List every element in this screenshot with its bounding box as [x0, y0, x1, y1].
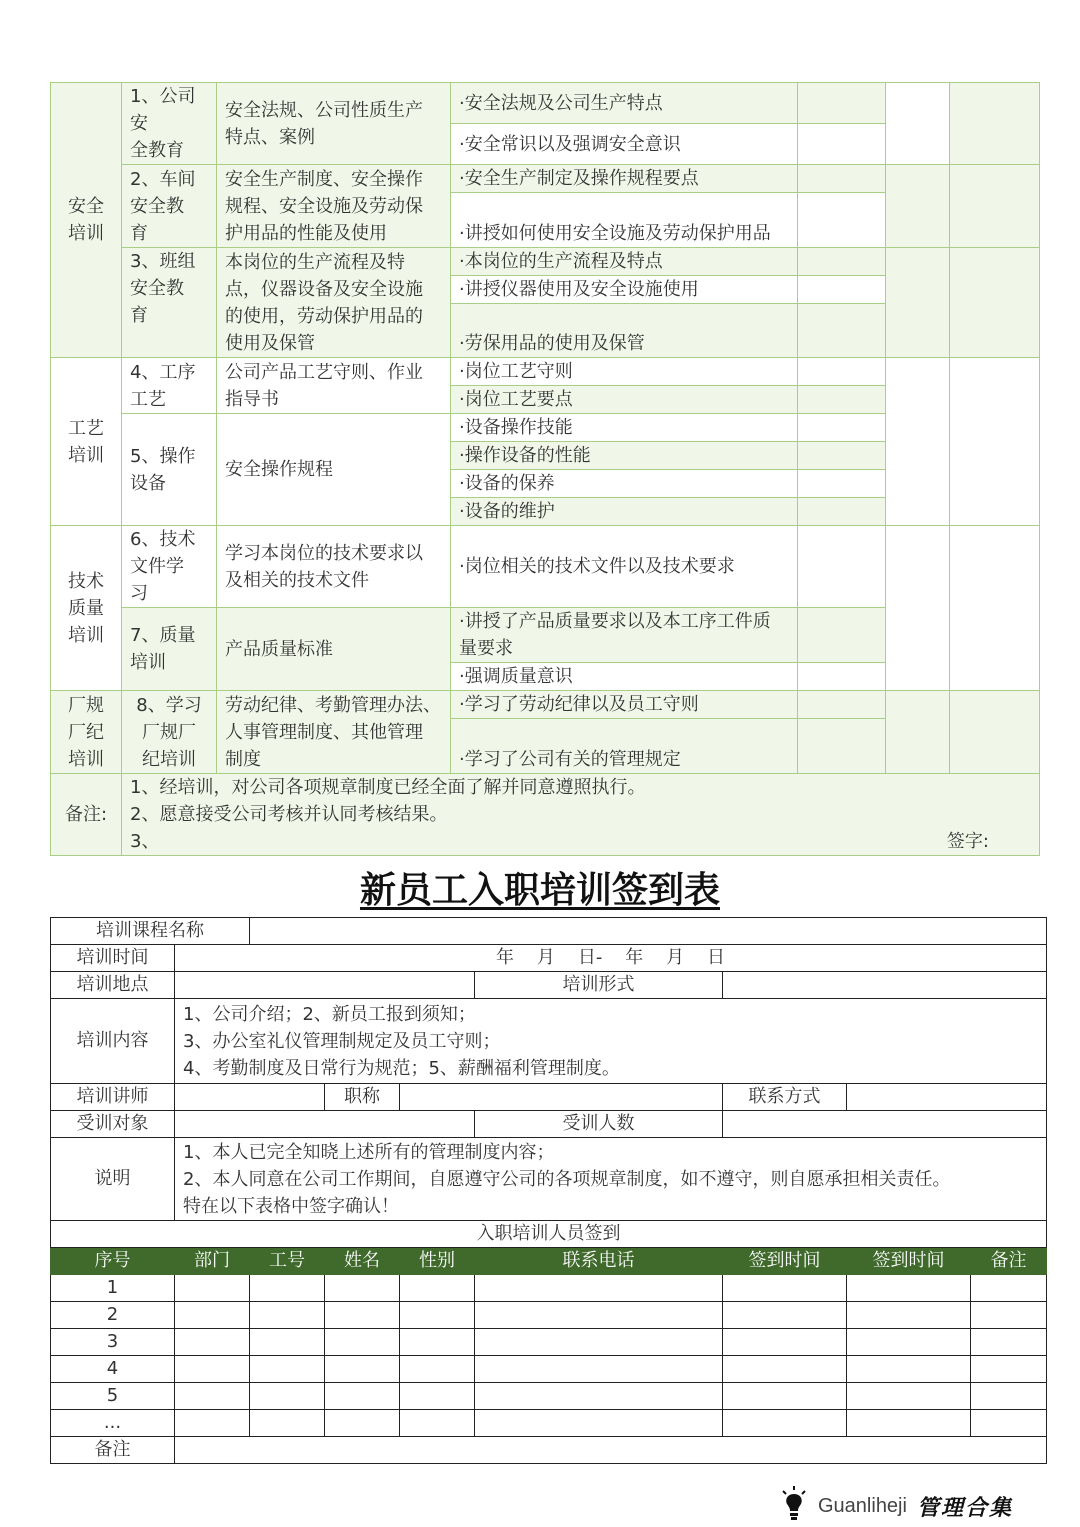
- remark-line: 2、愿意接受公司考核并认同考核结果。: [130, 804, 448, 825]
- empty-cell: [798, 498, 886, 526]
- row-number: 5: [51, 1383, 175, 1410]
- content-line: 3、办公室礼仪管理制规定及员工守则；: [183, 1030, 501, 1052]
- empty-cell: [798, 83, 886, 124]
- item-content-cell: 劳动纪律、考勤管理办法、 人事管理制度、其他管理 制度: [217, 691, 451, 774]
- category-cell: 技术 质量 培训: [51, 526, 122, 691]
- empty-cell: [798, 193, 886, 248]
- category-cell: 厂规 厂纪 培训: [51, 691, 122, 774]
- table-cell[interactable]: [475, 1356, 723, 1383]
- table-cell[interactable]: [475, 1329, 723, 1356]
- table-cell[interactable]: [250, 1356, 325, 1383]
- item-content-cell: 学习本岗位的技术要求以 及相关的技术文件: [217, 526, 451, 608]
- note-value: [175, 1138, 1047, 1221]
- table-row: [51, 1302, 1047, 1329]
- item-name-cell: 7、质量 培训: [122, 608, 217, 691]
- table-cell[interactable]: [847, 1302, 971, 1329]
- item-name-cell: 5、操作 设备: [122, 414, 217, 526]
- table-cell[interactable]: [847, 1356, 971, 1383]
- empty-cell: [798, 719, 886, 774]
- table-cell[interactable]: [971, 1410, 1047, 1437]
- table-cell[interactable]: [325, 1329, 400, 1356]
- empty-cell: [798, 414, 886, 442]
- count-label: 受训人数: [475, 1111, 723, 1138]
- table-cell[interactable]: [475, 1410, 723, 1437]
- table-cell[interactable]: [175, 1356, 250, 1383]
- empty-cell: [886, 358, 950, 526]
- point-cell: ·本岗位的生产流程及特点: [451, 248, 798, 276]
- empty-cell: [886, 526, 950, 691]
- table-cell[interactable]: [847, 1275, 971, 1302]
- empty-cell: [798, 124, 886, 165]
- point-cell: ·设备的维护: [451, 498, 798, 526]
- place-value-field[interactable]: [175, 972, 475, 999]
- remarks-label: 备注:: [51, 774, 122, 856]
- course-label: 培训课程名称: [51, 918, 250, 945]
- table-cell[interactable]: [175, 1329, 250, 1356]
- item-content-cell: 产品质量标准: [217, 608, 451, 691]
- row-number: 2: [51, 1302, 175, 1329]
- table-cell[interactable]: [400, 1275, 475, 1302]
- content-value: [175, 999, 1047, 1084]
- table-cell[interactable]: [175, 1302, 250, 1329]
- empty-cell: [950, 248, 1040, 358]
- lecturer-value-field[interactable]: [175, 1084, 325, 1111]
- lecturer-label: 培训讲师: [51, 1084, 175, 1111]
- empty-cell: [886, 248, 950, 358]
- content-label: 培训内容: [51, 999, 175, 1084]
- point-cell: ·岗位相关的技术文件以及技术要求: [451, 526, 798, 608]
- empty-cell: [798, 304, 886, 358]
- empty-cell: [798, 608, 886, 663]
- table-cell[interactable]: [723, 1329, 847, 1356]
- remark-line: 3、: [130, 831, 160, 852]
- table-row: [51, 1383, 1047, 1410]
- table-cell[interactable]: [475, 1383, 723, 1410]
- empty-cell: [798, 165, 886, 193]
- table-cell[interactable]: [723, 1275, 847, 1302]
- table-cell[interactable]: [250, 1302, 325, 1329]
- row-number: ...: [51, 1410, 175, 1437]
- point-cell: ·讲授了产品质量要求以及本工序工件质 量要求: [451, 608, 798, 663]
- content-line: 4、考勤制度及日常行为规范；5、薪酬福利管理制度。: [183, 1057, 620, 1079]
- point-cell: ·岗位工艺要点: [451, 386, 798, 414]
- category-cell: 安全 培训: [51, 83, 122, 358]
- point-cell: ·讲授仪器使用及安全设施使用: [451, 276, 798, 304]
- signin-table: [50, 917, 1047, 1464]
- point-cell: ·强调质量意识: [451, 663, 798, 691]
- empty-cell: [798, 442, 886, 470]
- table-cell[interactable]: [250, 1329, 325, 1356]
- table-cell[interactable]: [400, 1302, 475, 1329]
- point-cell: ·学习了劳动纪律以及员工守则: [451, 691, 798, 719]
- point-cell: ·安全常识以及强调安全意识: [451, 124, 798, 165]
- table-cell[interactable]: [971, 1275, 1047, 1302]
- table-cell[interactable]: [475, 1275, 723, 1302]
- item-name-cell: 1、公司安 全教育: [122, 83, 217, 165]
- table-cell[interactable]: [325, 1356, 400, 1383]
- point-cell: ·岗位工艺守则: [451, 358, 798, 386]
- table-cell[interactable]: [400, 1383, 475, 1410]
- table-cell[interactable]: [723, 1302, 847, 1329]
- job-title-label: 职称: [325, 1084, 400, 1111]
- empty-cell: [950, 526, 1040, 691]
- table-cell[interactable]: [400, 1410, 475, 1437]
- table-cell[interactable]: [971, 1383, 1047, 1410]
- table-row: [51, 1275, 1047, 1302]
- empty-cell: [798, 691, 886, 719]
- column-header: 联系电话: [475, 1248, 723, 1275]
- table-cell[interactable]: [400, 1329, 475, 1356]
- empty-cell: [798, 663, 886, 691]
- point-cell: ·设备操作技能: [451, 414, 798, 442]
- item-name-cell: 8、学习 厂规厂 纪培训: [122, 691, 217, 774]
- table-cell[interactable]: [325, 1302, 400, 1329]
- table-cell[interactable]: [175, 1275, 250, 1302]
- table-cell[interactable]: [325, 1383, 400, 1410]
- item-content-cell: 安全法规、公司性质生产 特点、案例: [217, 83, 451, 165]
- table-row: [51, 1329, 1047, 1356]
- table-cell[interactable]: [847, 1383, 971, 1410]
- empty-cell: [798, 526, 886, 608]
- empty-cell: [798, 276, 886, 304]
- note-line: 1、本人已完全知晓上述所有的管理制度内容；: [183, 1141, 555, 1163]
- table-cell[interactable]: [971, 1356, 1047, 1383]
- note-line: 特在以下表格中签字确认！: [183, 1195, 399, 1217]
- table-cell[interactable]: [250, 1383, 325, 1410]
- empty-cell: [798, 248, 886, 276]
- item-name-cell: 4、工序 工艺: [122, 358, 217, 414]
- empty-cell: [886, 165, 950, 248]
- column-header: 工号: [250, 1248, 325, 1275]
- sign-label: 签字:: [946, 831, 989, 852]
- point-cell: ·操作设备的性能: [451, 442, 798, 470]
- empty-cell: [950, 83, 1040, 165]
- form-value-field[interactable]: [723, 972, 1047, 999]
- note-line: 2、本人同意在公司工作期间，自愿遵守公司的各项规章制度，如不遵守，则自愿承担相关责任。: [183, 1168, 951, 1190]
- item-name-cell: 2、车间 安全教 育: [122, 165, 217, 248]
- table-cell[interactable]: [723, 1383, 847, 1410]
- contact-label: 联系方式: [723, 1084, 847, 1111]
- target-value-field[interactable]: [175, 1111, 475, 1138]
- remark-line: 1、经培训，对公司各项规章制度已经全面了解并同意遵照执行。: [130, 777, 646, 798]
- table-cell[interactable]: [250, 1275, 325, 1302]
- empty-cell: [950, 165, 1040, 248]
- item-content-cell: 本岗位的生产流程及特 点，仪器设备及安全设施 的使用，劳动保护用品的 使用及保管: [217, 248, 451, 358]
- column-header: 性别: [400, 1248, 475, 1275]
- section-label: 入职培训人员签到: [51, 1221, 1047, 1248]
- empty-cell: [798, 358, 886, 386]
- empty-cell: [798, 386, 886, 414]
- contact-value-field[interactable]: [847, 1084, 1047, 1111]
- table-cell[interactable]: [723, 1356, 847, 1383]
- content-line: 1、公司介绍；2、新员工报到须知；: [183, 1003, 476, 1025]
- empty-cell: [886, 83, 950, 165]
- point-cell: ·劳保用品的使用及保管: [451, 304, 798, 358]
- table-cell[interactable]: [847, 1329, 971, 1356]
- place-label: 培训地点: [51, 972, 175, 999]
- point-cell: ·安全法规及公司生产特点: [451, 83, 798, 124]
- empty-cell: [950, 691, 1040, 774]
- note-label: 说明: [51, 1138, 175, 1221]
- lightbulb-icon: [780, 1486, 808, 1526]
- training-plan-table: [50, 82, 1040, 856]
- brand-chinese: 管理合集: [916, 1495, 1013, 1521]
- item-name-cell: 3、班组 安全教 育: [122, 248, 217, 358]
- item-content-cell: 公司产品工艺守则、作业 指导书: [217, 358, 451, 414]
- table-cell[interactable]: [723, 1410, 847, 1437]
- table-cell[interactable]: [325, 1410, 400, 1437]
- point-cell: ·讲授如何使用安全设施及劳动保护用品: [451, 193, 798, 248]
- table-cell[interactable]: [325, 1275, 400, 1302]
- category-cell: 工艺 培训: [51, 358, 122, 526]
- point-cell: ·安全生产制定及操作规程要点: [451, 165, 798, 193]
- page-title: 新员工入职培训签到表: [359, 870, 720, 911]
- target-label: 受训对象: [51, 1111, 175, 1138]
- table-cell[interactable]: [971, 1302, 1047, 1329]
- remarks-cell: [122, 774, 1040, 856]
- empty-cell: [798, 470, 886, 498]
- job-title-value-field[interactable]: [400, 1084, 723, 1111]
- column-header: 部门: [175, 1248, 250, 1275]
- row-number: 3: [51, 1329, 175, 1356]
- brand-latin: Guanliheji: [818, 1494, 907, 1517]
- table-cell[interactable]: [847, 1410, 971, 1437]
- column-header: 签到时间: [723, 1248, 847, 1275]
- footer-label: 备注: [51, 1437, 175, 1464]
- brand-logo: [780, 1488, 1013, 1524]
- item-content-cell: 安全生产制度、安全操作 规程、安全设施及劳动保 护用品的性能及使用: [217, 165, 451, 248]
- column-header: 备注: [971, 1248, 1047, 1275]
- item-name-cell: 6、技术 文件学 习: [122, 526, 217, 608]
- row-number: 4: [51, 1356, 175, 1383]
- time-label: 培训时间: [51, 945, 175, 972]
- table-row: [51, 1356, 1047, 1383]
- footer-value-field[interactable]: [175, 1437, 1047, 1464]
- point-cell: ·设备的保养: [451, 470, 798, 498]
- row-number: 1: [51, 1275, 175, 1302]
- empty-cell: [886, 691, 950, 774]
- item-content-cell: 安全操作规程: [217, 414, 451, 526]
- column-header: 序号: [51, 1248, 175, 1275]
- table-cell[interactable]: [175, 1383, 250, 1410]
- point-cell: ·学习了公司有关的管理规定: [451, 719, 798, 774]
- table-cell[interactable]: [475, 1302, 723, 1329]
- course-value-field[interactable]: [250, 918, 1047, 945]
- table-cell[interactable]: [175, 1410, 250, 1437]
- column-header: 姓名: [325, 1248, 400, 1275]
- table-cell[interactable]: [250, 1410, 325, 1437]
- table-row: [51, 1410, 1047, 1437]
- column-header: 签到时间: [847, 1248, 971, 1275]
- table-cell[interactable]: [400, 1356, 475, 1383]
- time-value-field[interactable]: 年 月 日- 年 月 日: [175, 945, 1047, 972]
- count-value-field[interactable]: [723, 1111, 1047, 1138]
- form-label: 培训形式: [475, 972, 723, 999]
- table-cell[interactable]: [971, 1329, 1047, 1356]
- empty-cell: [950, 358, 1040, 526]
